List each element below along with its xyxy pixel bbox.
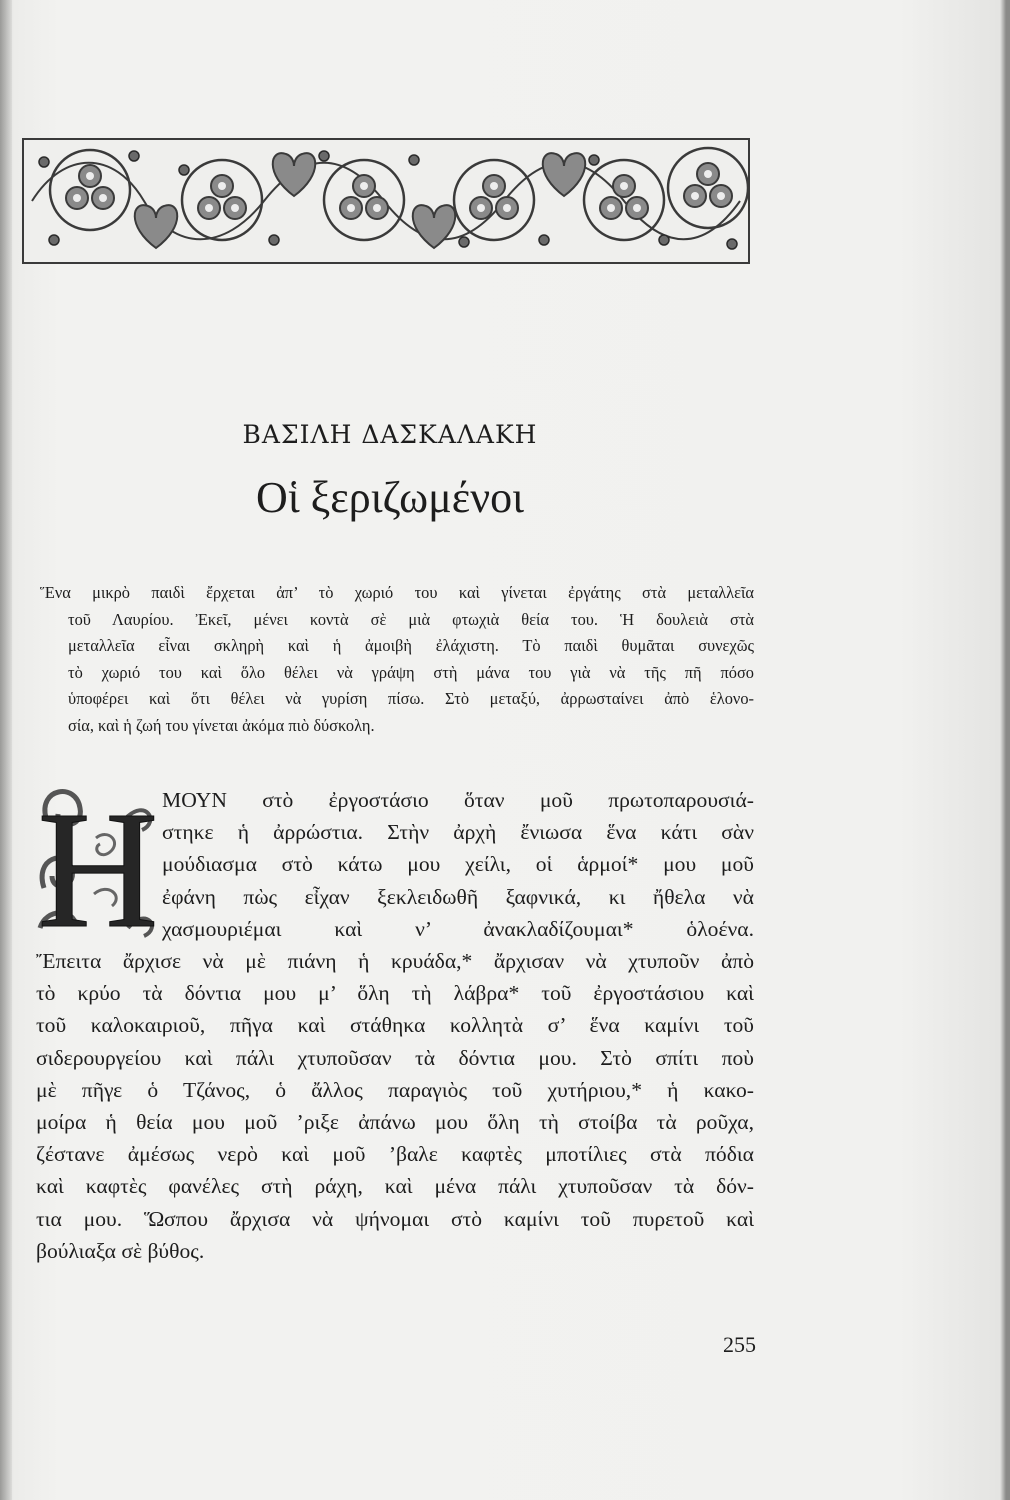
- dropcap-letter: Η: [37, 778, 159, 942]
- summary-line: τὸ χωριό του καὶ ὅλο θέλει νὰ γράψη στὴ μάνα του γιὰ νὰ τῆς πῆ πόσο: [68, 662, 754, 682]
- body-line: καὶ καφτὲς φανέλες στὴ ράχη, καὶ μένα πάλι χτυποῦσαν τὰ δόν-: [36, 1174, 754, 1199]
- summary-line: ὑποφέρει καὶ ὅτι θέλει νὰ γυρίση πίσω. Στὸ μεταξύ, ἀρρωσταίνει ἀπὸ ἑλονο-: [68, 689, 754, 708]
- body-line: ἐφάνη πὼς εἶχαν ξεκλειδωθῆ ξαφνικά, κι ἤθελα νὰ: [162, 884, 754, 909]
- body-line: ΜΟΥΝ στὸ ἐργοστάσιο ὅταν μοῦ πρωτοπαρουσιά-: [162, 788, 754, 812]
- summary-line: σία, καὶ ἡ ζωή του γίνεται ἀκόμα πιὸ δύσκολη.: [68, 715, 375, 735]
- body-line: μούδιασμα στὸ κάτω μου χείλι, οἱ ἁρμοί* μου μοῦ: [162, 852, 754, 877]
- body-line: Ἔπειτα ἄρχισε νὰ μὲ πιάνη ἡ κρυάδα,* ἄρχισαν νὰ χτυποῦν ἀπὸ: [36, 949, 754, 974]
- body-line: ζέστανε ἀμέσως νερὸ καὶ μοῦ ’βαλε καφτὲς μποτίλιες στὰ πόδια: [36, 1142, 754, 1167]
- summary-line: τοῦ Λαυρίου. Ἐκεῖ, μένει κοντὰ σὲ μιὰ φτωχιὰ θεία του. Ἡ δουλειὰ στὰ: [68, 609, 754, 629]
- body-line: τια μου. Ὥσπου ἄρχισα νὰ ψήνομαι στὸ καμίνι τοῦ πυρετοῦ καὶ: [36, 1206, 754, 1231]
- page-gutter-shadow: [0, 0, 12, 1500]
- body-line: χασμουριέμαι καὶ ν’ ἀνακλαδίζουμαι* ὁλοένα.: [162, 916, 754, 941]
- body-line: βούλιαξα σὲ βύθος.: [36, 1238, 205, 1263]
- body-line: μοίρα ἡ θεία μου μοῦ ’ριξε ἀπάνω μου ὅλη τὴ στοίβα τὰ ροῦχα,: [36, 1110, 754, 1135]
- body-line: σιδερουργείου καὶ πάλι χτυποῦσαν τὰ δόντια μου. Στὸ σπίτι ποὺ: [36, 1045, 754, 1070]
- summary-line: Ἕνα μικρὸ παιδὶ ἔρχεται ἀπ’ τὸ χωριό του καὶ γίνεται ἐργάτης στὰ μεταλλεῖα: [40, 583, 754, 602]
- decorative-headpiece: [22, 138, 750, 264]
- body-line: στηκε ἡ ἀρρώστια. Στὴν ἀρχὴ ἔνιωσα ἕνα κάτι σὰν: [162, 820, 754, 845]
- summary-line: μεταλλεῖα εἶναι σκληρὴ καὶ ἡ ἀμοιβὴ ἐλάχιστη. Τὸ παιδὶ θυμᾶται συνεχῶς: [68, 636, 754, 655]
- story-title: Οἱ ξεριζωμένοι: [256, 473, 524, 522]
- floral-ornament-icon: [24, 140, 748, 262]
- page-number: 255: [723, 1332, 756, 1357]
- body-line: τοῦ καλοκαιριοῦ, πῆγα καὶ στάθηκα κολλητὰ σ’ ἕνα καμίνι τοῦ: [36, 1013, 754, 1038]
- story-summary: [40, 580, 754, 739]
- body-line: τὸ κρύο τὰ δόντια μου μ’ ὅλη τὴ λάβρα* τοῦ ἐργοστάσιου καὶ: [36, 981, 754, 1006]
- story-text: [36, 784, 754, 1267]
- body-line: μὲ πῆγε ὁ Τζάνος, ὁ ἄλλος παραγιὸς τοῦ χυτήριου,* ἡ κακο-: [36, 1077, 754, 1102]
- author-name: ΒΑΣΙΛΗ ΔΑΣΚΑΛΑΚΗ: [242, 420, 538, 449]
